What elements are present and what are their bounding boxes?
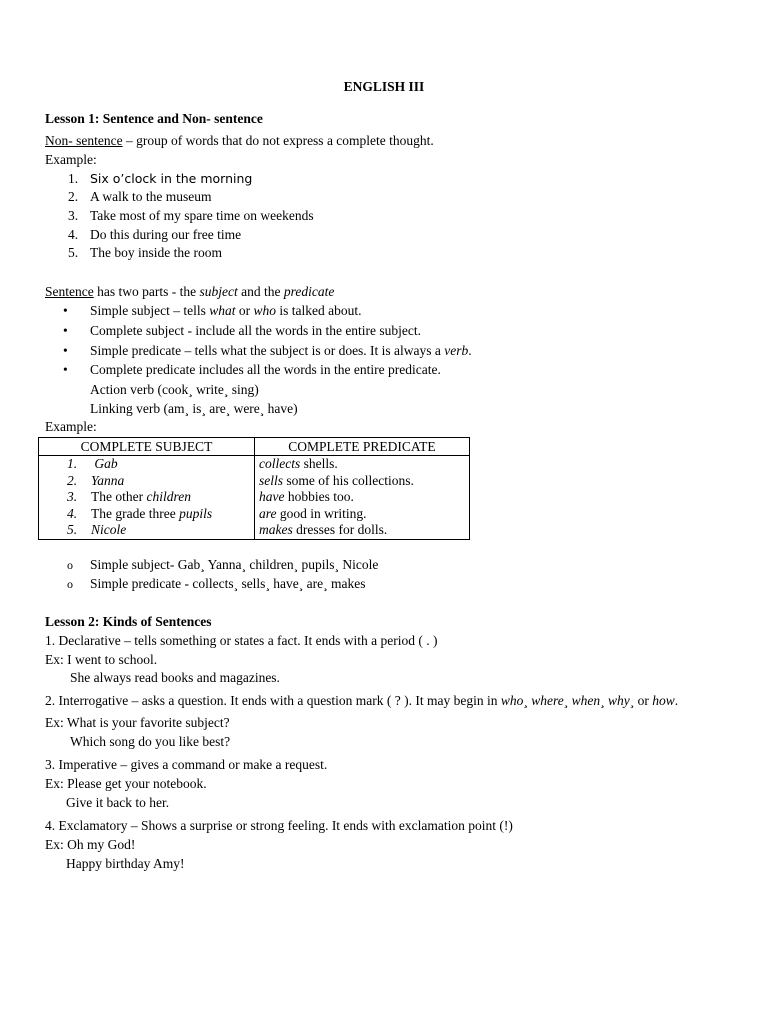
subject-italic: Yanna (91, 472, 125, 488)
bullet-text: Simple predicate – tells what the subject is or does. It is always a (90, 343, 445, 358)
simple-subject-summary: o Simple subject- Gab¸ Yanna¸ children¸ pupils¸ Nicole (90, 556, 378, 573)
predicate-cell (255, 522, 470, 539)
predicate-term: predicate (283, 284, 335, 299)
predicate-italic: are (259, 505, 277, 521)
interrogative-text: or (634, 693, 653, 708)
lesson2-heading: Lesson 2: Kinds of Sentences (45, 614, 212, 629)
subject-cell (39, 456, 255, 473)
predicate-italic: have (259, 489, 285, 505)
table-row (39, 506, 470, 523)
list-item (68, 244, 78, 261)
subject-italic: children (146, 489, 191, 505)
list-number: 5. (68, 245, 79, 260)
imperative-example-1: Ex: Please get your notebook. (45, 776, 207, 791)
subject-plain: The other (91, 489, 147, 505)
interrogative-example-2: Which song do you like best? (70, 734, 231, 749)
interrogative-example-1: Ex: What is your favorite subject? (45, 715, 230, 730)
predicate-cell (255, 473, 470, 490)
predicate-cell (255, 456, 470, 473)
subject-cell (39, 522, 255, 539)
predicate-italic: makes (259, 522, 293, 538)
row-number: 4. (67, 505, 78, 521)
declarative-definition: 1. Declarative – tells something or states a fact. It ends with a period ( . ) (45, 633, 438, 648)
list-number: 1. (68, 171, 79, 186)
list-item (68, 188, 78, 205)
example-label-2: Example: (45, 419, 97, 434)
italic-who: who (253, 303, 277, 318)
bullet-text: Simple subject – tells (90, 303, 210, 318)
bullet-complete-subject: • Complete subject - include all the words in the entire subject. (90, 322, 421, 339)
exclamatory-definition: 4. Exclamatory – Shows a surprise or strong feeling. It ends with exclamation point (!) (45, 818, 513, 833)
interrogative-definition (45, 692, 678, 709)
italic-verb: verb (444, 343, 469, 358)
table-header-row (39, 438, 470, 456)
bullet-complete-predicate: • Complete predicate includes all the words in the entire predicate. (90, 361, 441, 378)
exclamatory-example-1: Ex: Oh my God! (45, 837, 136, 852)
subject-cell (39, 506, 255, 523)
action-verb-line: Action verb (cook¸ write¸ sing) (90, 382, 259, 397)
table-row (39, 456, 470, 473)
declarative-example-2: She always read books and magazines. (70, 670, 280, 685)
subject-italic: Nicole (91, 522, 127, 538)
sentence-def-part: and the (237, 284, 284, 299)
predicate-plain: good in writing. (276, 505, 367, 521)
list-item (68, 207, 78, 224)
list-item-text: Six o’clock in the morning (90, 171, 253, 186)
interrogative-text: . (674, 693, 679, 708)
sentence-def-part: has two parts - the (93, 284, 200, 299)
predicate-plain: some of his collections. (283, 472, 414, 488)
nonsentence-term: Non- sentence (45, 133, 123, 148)
list-item-text: A walk to the museum (90, 189, 212, 204)
bullet-simple-predicate (90, 342, 472, 359)
row-number: 2. (67, 472, 78, 488)
interrogative-text: 2. Interrogative – asks a question. It ends with a question mark ( ? ). It may begin in (45, 693, 501, 708)
list-item (68, 170, 78, 187)
imperative-definition: 3. Imperative – gives a command or make a request. (45, 757, 328, 772)
linking-verb-line: Linking verb (am¸ is¸ are¸ were¸ have) (90, 401, 298, 416)
bullet-text: . (468, 343, 472, 358)
subject-cell (39, 489, 255, 506)
predicate-cell (255, 489, 470, 506)
predicate-plain: hobbies too. (284, 489, 354, 505)
predicate-italic: collects (259, 456, 301, 471)
subject-italic: Gab (91, 456, 118, 471)
row-number: 1. (67, 456, 78, 471)
nonsentence-definition (45, 132, 434, 149)
question-words: who¸ where¸ when¸ why¸ (500, 693, 635, 708)
row-number: 3. (67, 489, 78, 505)
subject-italic: pupils (179, 505, 213, 521)
subject-cell (39, 473, 255, 490)
row-number: 5. (67, 522, 78, 538)
predicate-plain: shells. (300, 456, 338, 471)
list-item-text: The boy inside the room (90, 245, 222, 260)
sentence-term: Sentence (45, 284, 94, 299)
list-item-text: Take most of my spare time on weekends (90, 208, 314, 223)
bullet-simple-subject (90, 302, 362, 319)
bullet-text: is talked about. (276, 303, 362, 318)
list-item-text: Do this during our free time (90, 227, 242, 242)
table-row (39, 489, 470, 506)
predicate-italic: sells (259, 472, 284, 488)
list-number: 3. (68, 208, 79, 223)
simple-predicate-summary: o Simple predicate - collects¸ sells¸ have¸ are¸ makes (90, 575, 366, 592)
sentence-definition (45, 283, 334, 300)
table-row (39, 473, 470, 490)
header-complete-predicate: COMPLETE PREDICATE (255, 438, 470, 456)
predicate-cell (255, 506, 470, 523)
subject-plain: The grade three (91, 505, 180, 521)
bullet-text: or (235, 303, 254, 318)
list-number: 2. (68, 189, 79, 204)
table-row (39, 522, 470, 539)
declarative-example-1: Ex: I went to school. (45, 652, 158, 667)
lesson1-heading: Lesson 1: Sentence and Non- sentence (45, 111, 263, 126)
list-number: 4. (68, 227, 79, 242)
imperative-example-2: Give it back to her. (66, 795, 170, 810)
page-title: ENGLISH III (343, 79, 425, 94)
exclamatory-example-2: Happy birthday Amy! (66, 856, 185, 871)
list-item (68, 226, 78, 243)
subject-term: subject (199, 284, 238, 299)
subject-predicate-table (38, 437, 470, 540)
example-label: Example: (45, 152, 97, 167)
nonsentence-def: – group of words that do not express a complete thought. (122, 133, 434, 148)
question-word-how: how (652, 693, 675, 708)
italic-what: what (209, 303, 236, 318)
header-complete-subject: COMPLETE SUBJECT (39, 438, 255, 456)
predicate-plain: dresses for dolls. (292, 522, 388, 538)
